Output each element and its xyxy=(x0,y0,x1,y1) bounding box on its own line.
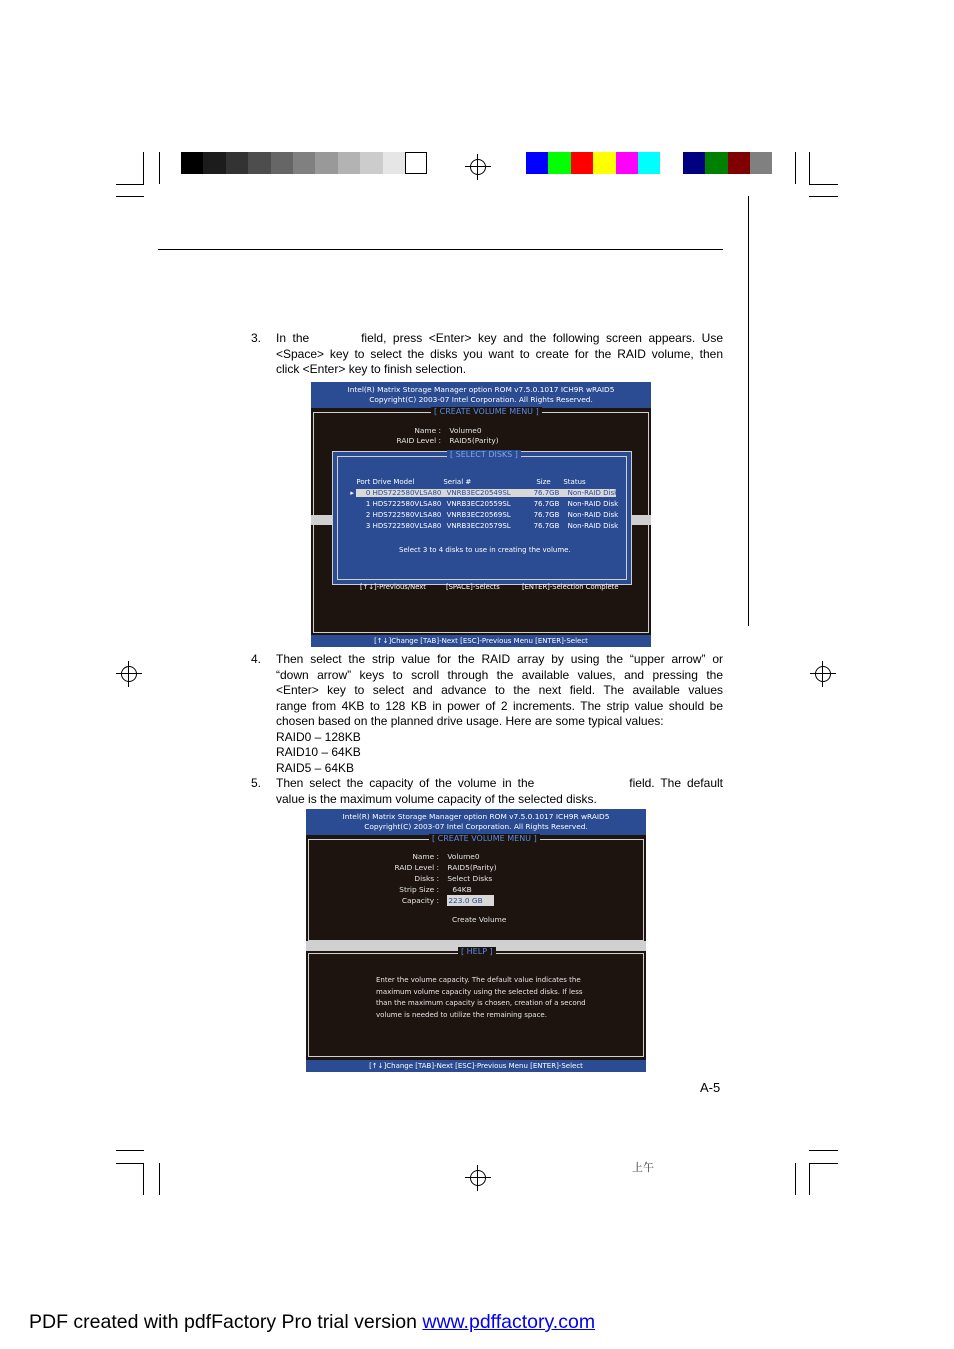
raid-level-label: RAID Level : xyxy=(394,863,439,872)
color-swatch xyxy=(616,152,638,174)
disk-serial: VNRB3EC20559SL xyxy=(446,500,511,508)
name-label: Name : xyxy=(414,426,441,435)
step-4-line: Then select the strip value for the RAID array by using the “upper arrow” or xyxy=(276,652,723,666)
bios-header-copyright: Copyright(C) 2003-07 Intel Corporation. All Rights Reserved. xyxy=(369,395,593,404)
color-swatch xyxy=(705,152,727,174)
step-5-line: Then select the capacity of the volume in the field. The default xyxy=(276,776,723,790)
disk-serial: VNRB3EC20569SL xyxy=(446,511,511,519)
bios-header-title: Intel(R) Matrix Storage Manager option ROM v7.5.0.1017 ICH9R wRAID5 xyxy=(347,385,615,394)
step-4-line: “down arrow” keys to scroll through the available values, and pressing the xyxy=(276,667,723,682)
step-4-number: 4. xyxy=(251,652,262,666)
step-4-line: range from 4KB to 128 KB in power of 2 increments. The strip value should be xyxy=(276,698,723,713)
pdffactory-link[interactable]: www.pdffactory.com xyxy=(422,1311,596,1333)
create-volume-button[interactable]: Create Volume xyxy=(452,915,507,924)
step-4-line: RAID5 – 64KB xyxy=(276,760,355,775)
disk-size: 76.7GB xyxy=(533,511,560,519)
disks-value: Select Disks xyxy=(447,874,493,883)
col-size: Size xyxy=(536,478,551,486)
gray-swatch xyxy=(383,152,405,174)
color-swatch xyxy=(750,152,772,174)
select-disks-footer xyxy=(347,571,619,604)
color-swatch xyxy=(638,152,660,174)
disk-row[interactable] xyxy=(337,510,618,543)
capacity-input[interactable]: 223.0 GB xyxy=(447,895,494,906)
color-swatch xyxy=(571,152,593,174)
registration-mark-bottom xyxy=(465,1165,491,1191)
gray-swatch xyxy=(248,152,270,174)
color-swatch xyxy=(526,152,548,174)
step-5-text xyxy=(276,776,723,807)
disk-port: 2 xyxy=(365,511,371,519)
bios-footer: [↑↓]Change [TAB]-Next [ESC]-Previous Menu [ENTER]-Select xyxy=(311,635,651,647)
capacity-label: Capacity : xyxy=(401,896,439,905)
disk-port: 0 xyxy=(365,489,371,497)
step-4-text xyxy=(276,652,723,776)
bios-footer: [↑↓]Change [TAB]-Next [ESC]-Previous Menu [ENTER]-Select xyxy=(306,1060,646,1072)
help-title: [ HELP ] xyxy=(458,947,496,957)
select-disks-title: [ SELECT DISKS ] xyxy=(447,450,521,460)
disk-status: Non-RAID Disk xyxy=(567,511,619,519)
gray-swatch xyxy=(338,152,360,174)
disk-model: HDS722580VLSA80 xyxy=(372,511,442,519)
disk-port: 1 xyxy=(365,500,371,508)
disk-size: 76.7GB xyxy=(533,489,560,497)
raid-level-label: RAID Level : xyxy=(396,436,441,445)
disks-label: Disks : xyxy=(414,874,439,883)
disk-port: 3 xyxy=(365,522,371,530)
name-label: Name : xyxy=(412,852,439,861)
gray-swatch xyxy=(315,152,337,174)
raid-level-field xyxy=(371,435,499,446)
create-volume-menu-title: [ CREATE VOLUME MENU ] xyxy=(429,834,540,844)
disk-model: HDS722580VLSA80 xyxy=(372,522,442,530)
disks-field[interactable] xyxy=(366,873,492,884)
color-swatch xyxy=(548,152,570,174)
disk-model: HDS722580VLSA80 xyxy=(372,489,442,497)
pdf-notice-text: PDF created with pdfFactory Pro trial version xyxy=(29,1311,423,1333)
step-3-line: <Space> key to select the disks you want to create for the RAID volume, then xyxy=(276,346,723,361)
registration-mark-right xyxy=(810,661,836,687)
name-value: Volume0 xyxy=(447,852,480,861)
footer-space-hint: [SPACE]-Selects xyxy=(445,583,500,591)
disk-serial: VNRB3EC20549SL xyxy=(446,489,511,497)
bios-header-copyright: Copyright(C) 2003-07 Intel Corporation. All Rights Reserved. xyxy=(364,822,588,831)
disk-serial: VNRB3EC20579SL xyxy=(446,522,511,530)
step-3-line: In the field, press <Enter> key and the following screen appears. Use xyxy=(276,331,723,345)
step-4-line: <Enter> key to select and advance to the next field. The available values xyxy=(276,683,723,697)
color-swatch xyxy=(660,152,682,174)
gray-swatch xyxy=(293,152,315,174)
pdf-notice xyxy=(29,1311,595,1334)
select-disks-dialog xyxy=(332,450,632,591)
help-line: volume is needed to utilize the remaining space. xyxy=(376,1010,547,1019)
step-5-line: value is the maximum volume capacity of the selected disks. xyxy=(276,791,597,806)
step-3-number: 3. xyxy=(251,331,262,345)
color-swatch xyxy=(593,152,615,174)
step-5-number: 5. xyxy=(251,776,262,790)
printer-mark: 上午 xyxy=(632,1161,654,1174)
disk-status: Non-RAID Disk xyxy=(567,500,619,508)
disk-model: HDS722580VLSA80 xyxy=(372,500,442,508)
disk-size: 76.7GB xyxy=(533,522,560,530)
disk-status: Non-RAID Disk xyxy=(567,522,619,530)
color-swatch xyxy=(728,152,750,174)
select-disks-hint: Select 3 to 4 disks to use in creating the volume. xyxy=(399,546,571,554)
disk-size: 76.7GB xyxy=(533,500,560,508)
step-3-text xyxy=(276,331,723,378)
bios-screen-select-disks xyxy=(311,382,651,647)
selection-marker: ▸ xyxy=(350,489,354,497)
col-serial: Serial # xyxy=(443,478,472,486)
help-line: Enter the volume capacity. The default value indicates the xyxy=(376,976,581,984)
footer-nav-hint: [↑↓]-Previous/Next xyxy=(359,583,426,591)
create-volume-menu-title: [ CREATE VOLUME MENU ] xyxy=(431,407,542,417)
strip-size-field[interactable] xyxy=(366,884,472,895)
step-4-line: RAID0 – 128KB xyxy=(276,729,361,744)
gray-swatch xyxy=(203,152,225,174)
raid-level-field xyxy=(366,862,497,873)
disk-status: Non-RAID Disk xyxy=(567,489,619,497)
gray-swatch xyxy=(405,152,427,174)
gray-swatch xyxy=(181,152,203,174)
name-field xyxy=(366,851,480,862)
capacity-field[interactable] xyxy=(366,895,494,906)
bios-screen-capacity xyxy=(306,809,646,1072)
gray-swatch xyxy=(271,152,293,174)
col-port-drive-model: Port Drive Model xyxy=(356,478,415,486)
raid-level-value: RAID5(Parity) xyxy=(449,436,499,445)
strip-size-label: Strip Size : xyxy=(399,885,439,894)
registration-mark-top xyxy=(465,154,491,180)
footer-enter-hint: [ENTER]-Selection Complete xyxy=(521,583,619,591)
help-line: than the maximum capacity is chosen, creation of a second xyxy=(376,999,586,1007)
help-text xyxy=(376,975,586,1021)
step-4-line: RAID10 – 64KB xyxy=(276,745,361,759)
step-4-line: chosen based on the planned drive usage. Here are some typical values: xyxy=(276,714,664,728)
help-line: maximum volume capacity using the selected disks. If less xyxy=(376,987,583,996)
name-value: Volume0 xyxy=(449,426,482,435)
registration-mark-left xyxy=(116,661,142,687)
gray-swatch xyxy=(360,152,382,174)
bios-header-title: Intel(R) Matrix Storage Manager option ROM v7.5.0.1017 ICH9R wRAID5 xyxy=(342,812,610,821)
raid-level-value: RAID5(Parity) xyxy=(447,863,497,872)
page-number: A-5 xyxy=(700,1080,721,1095)
col-status: Status xyxy=(563,478,586,486)
bios-header xyxy=(306,809,646,835)
gray-swatch xyxy=(226,152,248,174)
step-3-line: click <Enter> key to finish selection. xyxy=(276,362,467,376)
strip-size-value: 64KB xyxy=(452,885,472,894)
color-swatch xyxy=(683,152,705,174)
bios-header xyxy=(311,382,651,408)
